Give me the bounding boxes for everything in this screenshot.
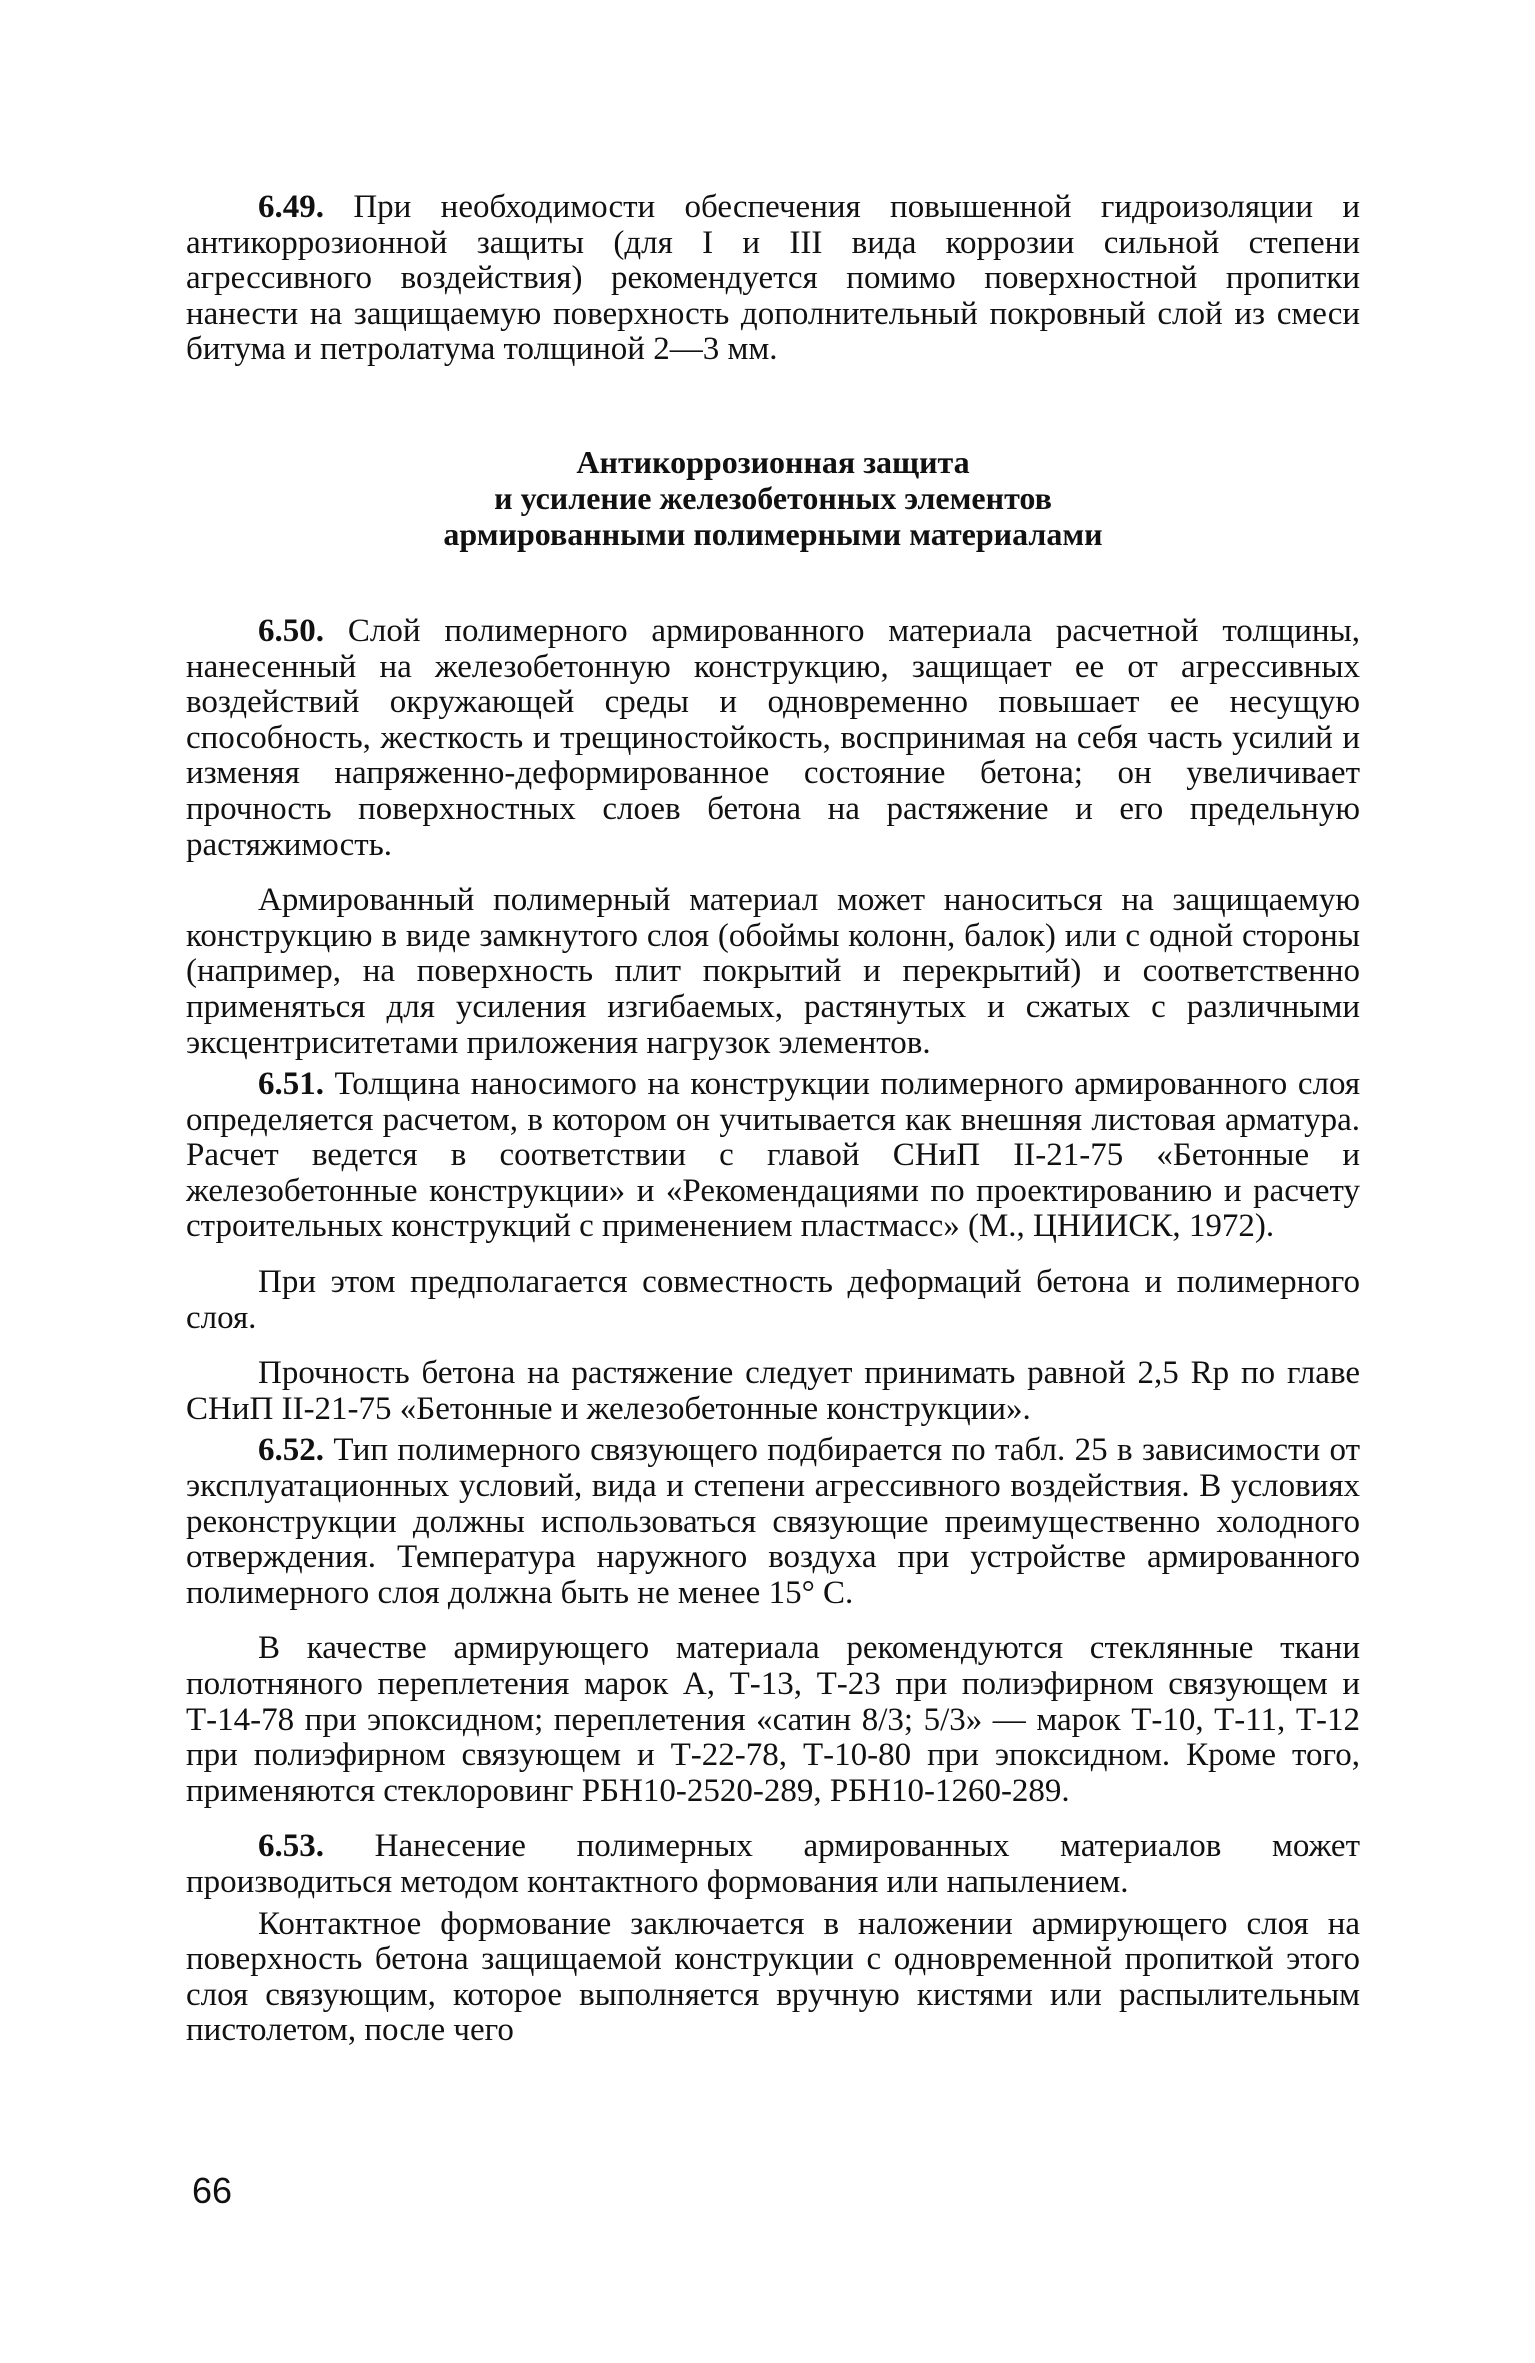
paragraph-text: При необходимости обеспечения повышенной гидроизоляции и антикоррозионной защиты (для I и III вида коррозии сильной степени агрессивного воздействия) рекомендуется помимо поверхностной пропитки нанести на защищаемую поверхность дополнительный покровный слой из смеси битума и петролатума толщиной 2—3 мм.	[186, 189, 1360, 368]
section-heading	[186, 444, 1360, 552]
paragraph-6-53-continued: Контактное формование заключается в наложении армирующего слоя на поверхность бетона защищаемой конструкции с одновременной пропиткой этого слоя связующим, которое выполняется вручную кистями или распылительным пистолетом, после чего	[186, 1905, 1360, 2049]
clause-number: 6.50.	[258, 612, 324, 649]
document-page	[186, 190, 1360, 2049]
heading-line: Антикоррозионная защита	[576, 443, 970, 480]
paragraph-text: Нанесение полимерных армированных материалов может производиться методом контактного формования или напылением.	[186, 1828, 1360, 1900]
clause-number: 6.52.	[258, 1432, 324, 1469]
paragraph-6-52-continued: В качестве армирующего материала рекомендуются стеклянные ткани полотняного переплетения марок А, Т-13, Т-23 при полиэфирном связующем и Т-14-78 при эпоксидном; переплетения «сатин 8/3; 5/3» — марок Т-10, Т-11, Т-12 при полиэфирном связующем и Т-22-78, Т-10-80 при эпоксидном. Кроме того, применяются стеклоровинг РБН10-2520-289, РБН10-1260-289.	[186, 1630, 1360, 1809]
paragraph-6-51-strength: Прочность бетона на растяжение следует принимать равной 2,5 Rp по главе СНиП II-21-75 «Бетонные и железобетонные конструкции».	[186, 1355, 1360, 1427]
paragraph-text: Тип полимерного связующего подбирается по табл. 25 в зависимости от эксплуатационных условий, вида и степени агрессивного воздействия. В условиях реконструкции должны использоваться связующие преимущественно холодного отверждения. Температура наружного воздуха при устройстве армированного полимерного слоя должна быть не менее 15° С.	[186, 1432, 1360, 1611]
clause-number: 6.51.	[258, 1066, 324, 1103]
clause-number: 6.53.	[258, 1828, 324, 1865]
paragraph-6-49	[186, 190, 1360, 368]
paragraph-text: Слой полимерного армированного материала расчетной толщины, нанесенный на железобетонную конструкцию, защищает ее от агрессивных воздействий окружающей среды и одновременно повышает ее несущую способность, жесткость и трещиностойкость, воспринимая на себя часть усилий и изменяя напряженно-деформированное состояние бетона; он увеличивает прочность поверхностных слоев бетона на растяжение и его предельную растяжимость.	[186, 612, 1360, 863]
clause-number: 6.49.	[258, 189, 324, 225]
paragraph-text: Толщина наносимого на конструкции полимерного армированного слоя определяется расчетом, в котором он учитывается как внешняя листовая арматура. Расчет ведется в соответствии с главой СНиП II-21-75 «Бетонные и железобетонные конструкции» и «Рекомендациями по проектированию и расчету строительных конструкций с применением пластмасс» (М., ЦНИИСК, 1972).	[186, 1066, 1360, 1245]
paragraph-6-53	[186, 1829, 1360, 1900]
heading-line: армированными полимерными материалами	[443, 515, 1103, 552]
paragraph-6-51	[186, 1067, 1360, 1245]
paragraph-6-50-continued: Армированный полимерный материал может наноситься на защищаемую конструкцию в виде замкнутого слоя (обоймы колонн, балок) или с одной стороны (например, на поверхность плит покрытий и перекрытий) и соответственно применяться для усиления изгибаемых, растянутых и сжатых с различными эксцентриситетами приложения нагрузок элементов.	[186, 882, 1360, 1061]
paragraph-6-50	[186, 614, 1360, 863]
heading-line: и усиление железобетонных элементов	[494, 479, 1052, 516]
paragraph-6-51-continued: При этом предполагается совместность деформаций бетона и полимерного слоя.	[186, 1264, 1360, 1336]
paragraph-6-52	[186, 1433, 1360, 1611]
page-number: 66	[192, 2170, 233, 2211]
